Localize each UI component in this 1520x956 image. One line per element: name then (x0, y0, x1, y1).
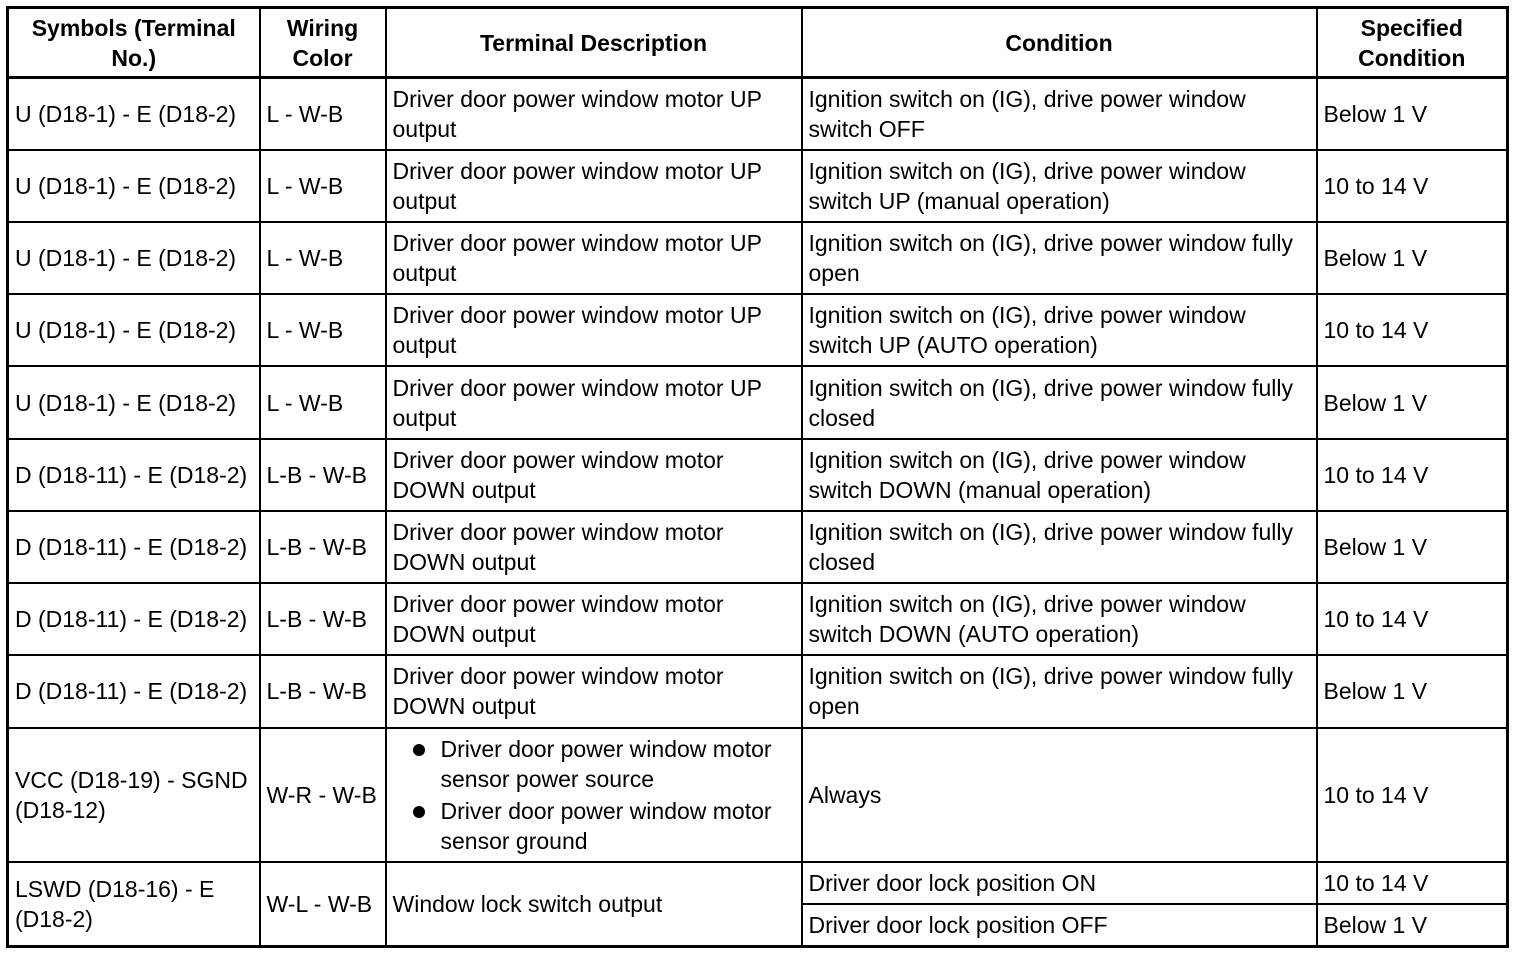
cell-wiring-color: L-B - W-B (260, 511, 386, 583)
cell-symbols: U (D18-1) - E (D18-2) (8, 78, 260, 150)
cell-specified-condition: 10 to 14 V (1317, 150, 1508, 222)
cell-symbols: U (D18-1) - E (D18-2) (8, 150, 260, 222)
description-bullet-list (393, 734, 795, 856)
cell-condition: Ignition switch on (IG), drive power window switch OFF (802, 78, 1317, 150)
table-row (8, 150, 1508, 222)
table-row (8, 222, 1508, 294)
cell-symbols: LSWD (D18-16) - E (D18-2) (8, 862, 260, 946)
cell-wiring-color: L-B - W-B (260, 583, 386, 655)
cell-terminal-description: Driver door power window motor DOWN output (386, 439, 802, 511)
bullet-item (393, 734, 795, 794)
cell-specified-condition: 10 to 14 V (1317, 728, 1508, 862)
cell-specified-condition: Below 1 V (1317, 904, 1508, 946)
cell-condition: Always (802, 728, 1317, 862)
header-wiring-color: Wiring Color (260, 8, 386, 78)
header-terminal-description: Terminal Description (386, 8, 802, 78)
table-row-lswd (8, 862, 1508, 904)
header-specified-condition: Specified Condition (1317, 8, 1508, 78)
cell-condition: Ignition switch on (IG), drive power window fully closed (802, 511, 1317, 583)
cell-symbols: D (D18-11) - E (D18-2) (8, 583, 260, 655)
bullet-text: Driver door power window motor sensor ground (440, 797, 772, 854)
cell-wiring-color: W-L - W-B (260, 862, 386, 946)
cell-condition: Ignition switch on (IG), drive power window fully closed (802, 366, 1317, 438)
table-row-vcc (8, 728, 1508, 862)
cell-terminal-description: Driver door power window motor UP output (386, 366, 802, 438)
bullet-dot-icon (413, 806, 425, 818)
cell-condition: Driver door lock position OFF (802, 904, 1317, 946)
cell-specified-condition: 10 to 14 V (1317, 583, 1508, 655)
header-symbols: Symbols (Terminal No.) (8, 8, 260, 78)
bullet-item (393, 796, 795, 856)
table-body (8, 78, 1508, 947)
table-row (8, 78, 1508, 150)
cell-terminal-description: Window lock switch output (386, 862, 802, 946)
cell-condition: Ignition switch on (IG), drive power window switch UP (AUTO operation) (802, 294, 1317, 366)
cell-specified-condition: Below 1 V (1317, 78, 1508, 150)
cell-wiring-color: L-B - W-B (260, 439, 386, 511)
bullet-text: Driver door power window motor sensor power source (440, 735, 772, 792)
table-row (8, 294, 1508, 366)
table-row (8, 366, 1508, 438)
cell-specified-condition: Below 1 V (1317, 511, 1508, 583)
cell-specified-condition: Below 1 V (1317, 222, 1508, 294)
cell-specified-condition: Below 1 V (1317, 366, 1508, 438)
cell-symbols: U (D18-1) - E (D18-2) (8, 294, 260, 366)
table-row (8, 583, 1508, 655)
cell-terminal-description: Driver door power window motor UP output (386, 222, 802, 294)
cell-wiring-color: L - W-B (260, 294, 386, 366)
cell-specified-condition: 10 to 14 V (1317, 439, 1508, 511)
cell-wiring-color: L - W-B (260, 366, 386, 438)
table-row (8, 655, 1508, 727)
cell-condition: Driver door lock position ON (802, 862, 1317, 904)
cell-terminal-description: Driver door power window motor UP output (386, 294, 802, 366)
bullet-dot-icon (413, 744, 425, 756)
cell-terminal-description: Driver door power window motor UP output (386, 150, 802, 222)
cell-terminal-description: Driver door power window motor DOWN output (386, 583, 802, 655)
cell-terminal-description (386, 728, 802, 862)
cell-condition: Ignition switch on (IG), drive power window switch DOWN (manual operation) (802, 439, 1317, 511)
cell-wiring-color: W-R - W-B (260, 728, 386, 862)
cell-wiring-color: L - W-B (260, 222, 386, 294)
table-row (8, 439, 1508, 511)
cell-symbols: U (D18-1) - E (D18-2) (8, 222, 260, 294)
cell-condition: Ignition switch on (IG), drive power window switch UP (manual operation) (802, 150, 1317, 222)
cell-terminal-description: Driver door power window motor UP output (386, 78, 802, 150)
cell-terminal-description: Driver door power window motor DOWN output (386, 655, 802, 727)
cell-symbols: D (D18-11) - E (D18-2) (8, 439, 260, 511)
cell-symbols: VCC (D18-19) - SGND (D18-12) (8, 728, 260, 862)
cell-specified-condition: 10 to 14 V (1317, 862, 1508, 904)
cell-symbols: D (D18-11) - E (D18-2) (8, 655, 260, 727)
cell-terminal-description: Driver door power window motor DOWN output (386, 511, 802, 583)
cell-condition: Ignition switch on (IG), drive power window fully open (802, 222, 1317, 294)
cell-wiring-color: L - W-B (260, 150, 386, 222)
cell-specified-condition: 10 to 14 V (1317, 294, 1508, 366)
cell-condition: Ignition switch on (IG), drive power window fully open (802, 655, 1317, 727)
table-header-row (8, 8, 1508, 78)
cell-condition: Ignition switch on (IG), drive power window switch DOWN (AUTO operation) (802, 583, 1317, 655)
cell-wiring-color: L-B - W-B (260, 655, 386, 727)
cell-specified-condition: Below 1 V (1317, 655, 1508, 727)
table-row (8, 511, 1508, 583)
header-condition: Condition (802, 8, 1317, 78)
cell-wiring-color: L - W-B (260, 78, 386, 150)
cell-symbols: U (D18-1) - E (D18-2) (8, 366, 260, 438)
terminal-spec-table (6, 6, 1509, 948)
cell-symbols: D (D18-11) - E (D18-2) (8, 511, 260, 583)
